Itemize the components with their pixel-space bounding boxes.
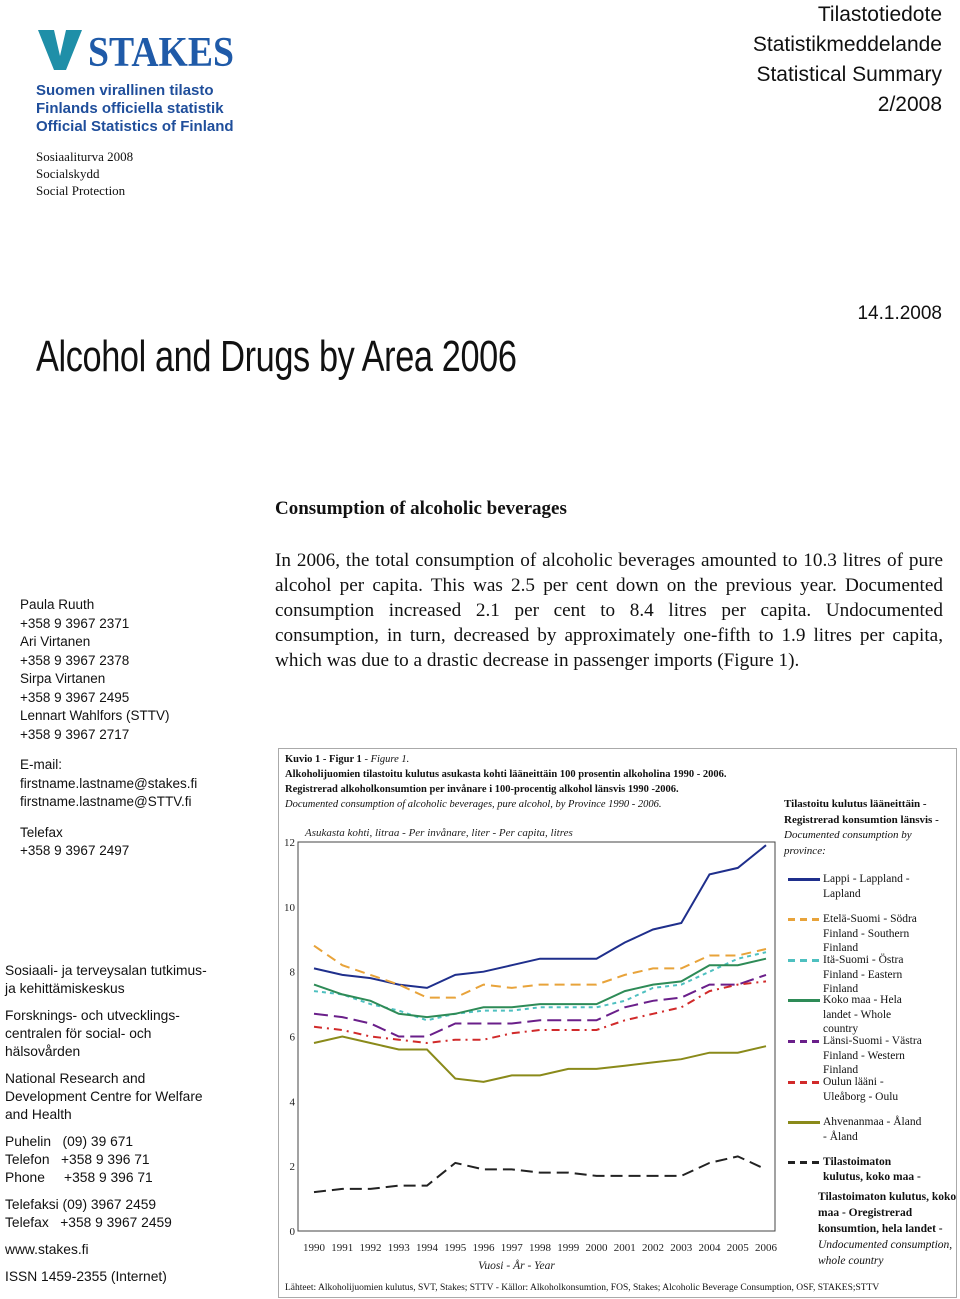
legend-swatch [788,878,820,881]
x-tick-label: 2001 [613,1242,636,1254]
body-paragraph: In 2006, the total consumption of alcoholic beverages amounted to 10.3 litres of pure alcohol per capita. This was 2.5 per cent down on the previous year. Documented consumption increased 2.1 per cent to 8.4 litres per capita. Undocumented consumption, in turn, decreased by approximately one-fifth to 1.9 litres per capita, which was due to a drastic decrease in passenger imports (Figure 1). [275,550,943,671]
publication-date: 14.1.2008 [857,303,942,324]
line-chart [278,820,778,1280]
email-link[interactable]: firstname.lastname@stakes.fi [20,775,198,791]
x-tick-label: 2004 [698,1242,721,1254]
legend-label: Koko maa - Hela landet - Whole country [823,994,902,1036]
legend-label: Ahvenanmaa - Åland - Åland [823,1116,922,1143]
legend-swatch [788,999,820,1002]
x-tick-label: 1992 [359,1242,382,1254]
legend-undocumented-note: Tilastoimaton kulutus, koko maa - Oregistrerad konsumtion, hela landet - Undocumented consumption, whole country [818,1191,957,1267]
legend-swatch [788,1161,820,1164]
y-tick-label: 0 [289,1226,295,1238]
legend-label: Lappi - Lappland - Lapland [823,873,910,900]
x-tick-label: 1994 [416,1242,438,1254]
series-line [314,845,766,988]
legend-swatch [788,918,820,921]
page-title: Alcohol and Drugs by Area 2006 [36,332,517,381]
legend-swatch [788,1081,820,1084]
x-tick-label: 1990 [303,1242,325,1254]
series-line [314,959,766,1017]
x-tick-label: 1993 [387,1242,410,1254]
x-tick-label: 1998 [529,1242,551,1254]
legend-label: Itä-Suomi - Östra Finland - Eastern Finland [823,954,904,996]
x-tick-label: 2006 [755,1242,777,1254]
email-link[interactable]: firstname.lastname@STTV.fi [20,794,192,809]
legend-title: Tilastoitu kulutus lääneittäin - Registrerad konsumtion länsvis - Documented consumption by province: [784,798,939,857]
legend-swatch [788,1040,820,1043]
plot-area [298,842,775,1231]
series-label-left: Sosiaaliturva 2008 Socialskydd Social Protection [36,149,134,198]
figure-caption: Kuvio 1 - Figur 1 - Figure 1. Alkoholijuomien tilastoitu kulutus asukasta kohti lääneittäin 100 prosentin alkoholina 1990 - 2006. Registrerad alkoholkonsumtion per invånare i 100-procentig alkohol länsvis 1990 -2006. Documented consumption of alcoholic beverages, pure alcohol, by Province 1990 - 2006. [285,754,727,810]
series-line [314,1037,766,1082]
x-tick-label: 1991 [331,1242,354,1254]
series-line [314,981,766,1043]
contact-info: Paula Ruuth +358 9 3967 2371 Ari Virtanen +358 9 3967 2378 Sirpa Virtanen +358 9 3967 2495 Lennart Wahlfors (STTV) +358 9 3967 2717 E-mail: firstname.lastname@stakes.fi firstname.lastname@STTV.fi Telefax +358 9 3967 2497 [20,597,198,858]
y-tick-label: 4 [289,1096,295,1109]
series-line [314,1156,766,1192]
x-axis-label: Vuosi - År - Year [478,1260,555,1272]
legend-swatch [788,959,820,962]
y-tick-label: 10 [284,901,295,914]
legend-label: Länsi-Suomi - Västra Finland - Western Finland [823,1035,922,1077]
x-tick-label: 2002 [642,1242,664,1254]
x-tick-label: 2005 [726,1242,749,1254]
figure-sources: Lähteet: Alkoholijuomien kulutus, SVT, Stakes; STTV - Källor: Alkoholkonsumtion, FOS, Stakes; Alcoholic Beverage Consumption, OSF, STAKES;STTV [285,1283,880,1293]
issn: ISSN 1459-2355 (Internet) [5,1269,167,1284]
official-statistics-label: Suomen virallinen tilasto Finlands officiella statistik Official Statistics of Finland [36,82,234,135]
x-tick-label: 1999 [557,1242,580,1254]
organization-info: Sosiaali- ja terveysalan tutkimus- ja kehittämiskeskus Forsknings- och utvecklings- centralen för social- och hälsovården National Research and Development Centre for Welfare and Health Puhelin (09) 39 671 Telefon +358 9 396 71 Phone +358 9 396 71 Telefaksi (09) 3967 2459 Telefax +358 9 3967 2459 www.stakes.fi ISSN 1459-2355 (Internet) [5,962,245,1286]
y-tick-label: 6 [289,1031,295,1044]
stakes-logo [36,26,236,74]
section-heading: Consumption of alcoholic beverages [275,498,567,519]
legend-label: Tilastoimaton kulutus, koko maa - [823,1156,921,1183]
legend-label: Etelä-Suomi - Södra Finland - Southern Finland [823,913,917,955]
legend-swatch [788,1121,820,1124]
y-tick-label: 2 [289,1161,295,1174]
series-line [314,952,766,1020]
x-tick-label: 1996 [472,1242,495,1254]
x-tick-label: 1997 [500,1242,523,1254]
legend-label: Oulun lääni - Uleåborg - Oulu [823,1076,899,1103]
y-axis-label: Asukasta kohti, litraa - Per invånare, liter - Per capita, litres [305,827,573,839]
x-tick-label: 2000 [585,1242,608,1254]
website-link[interactable]: www.stakes.fi [5,1242,89,1257]
x-tick-label: 2003 [670,1242,693,1254]
y-tick-label: 8 [289,966,295,979]
logo-word: STAKES [88,30,234,74]
series-label-right: Tilastotiedote Statistikmeddelande Statistical Summary 2/2008 [752,3,942,116]
x-tick-label: 1995 [444,1242,467,1254]
logo-v-mark [38,30,82,70]
y-tick-label: 12 [284,837,295,849]
